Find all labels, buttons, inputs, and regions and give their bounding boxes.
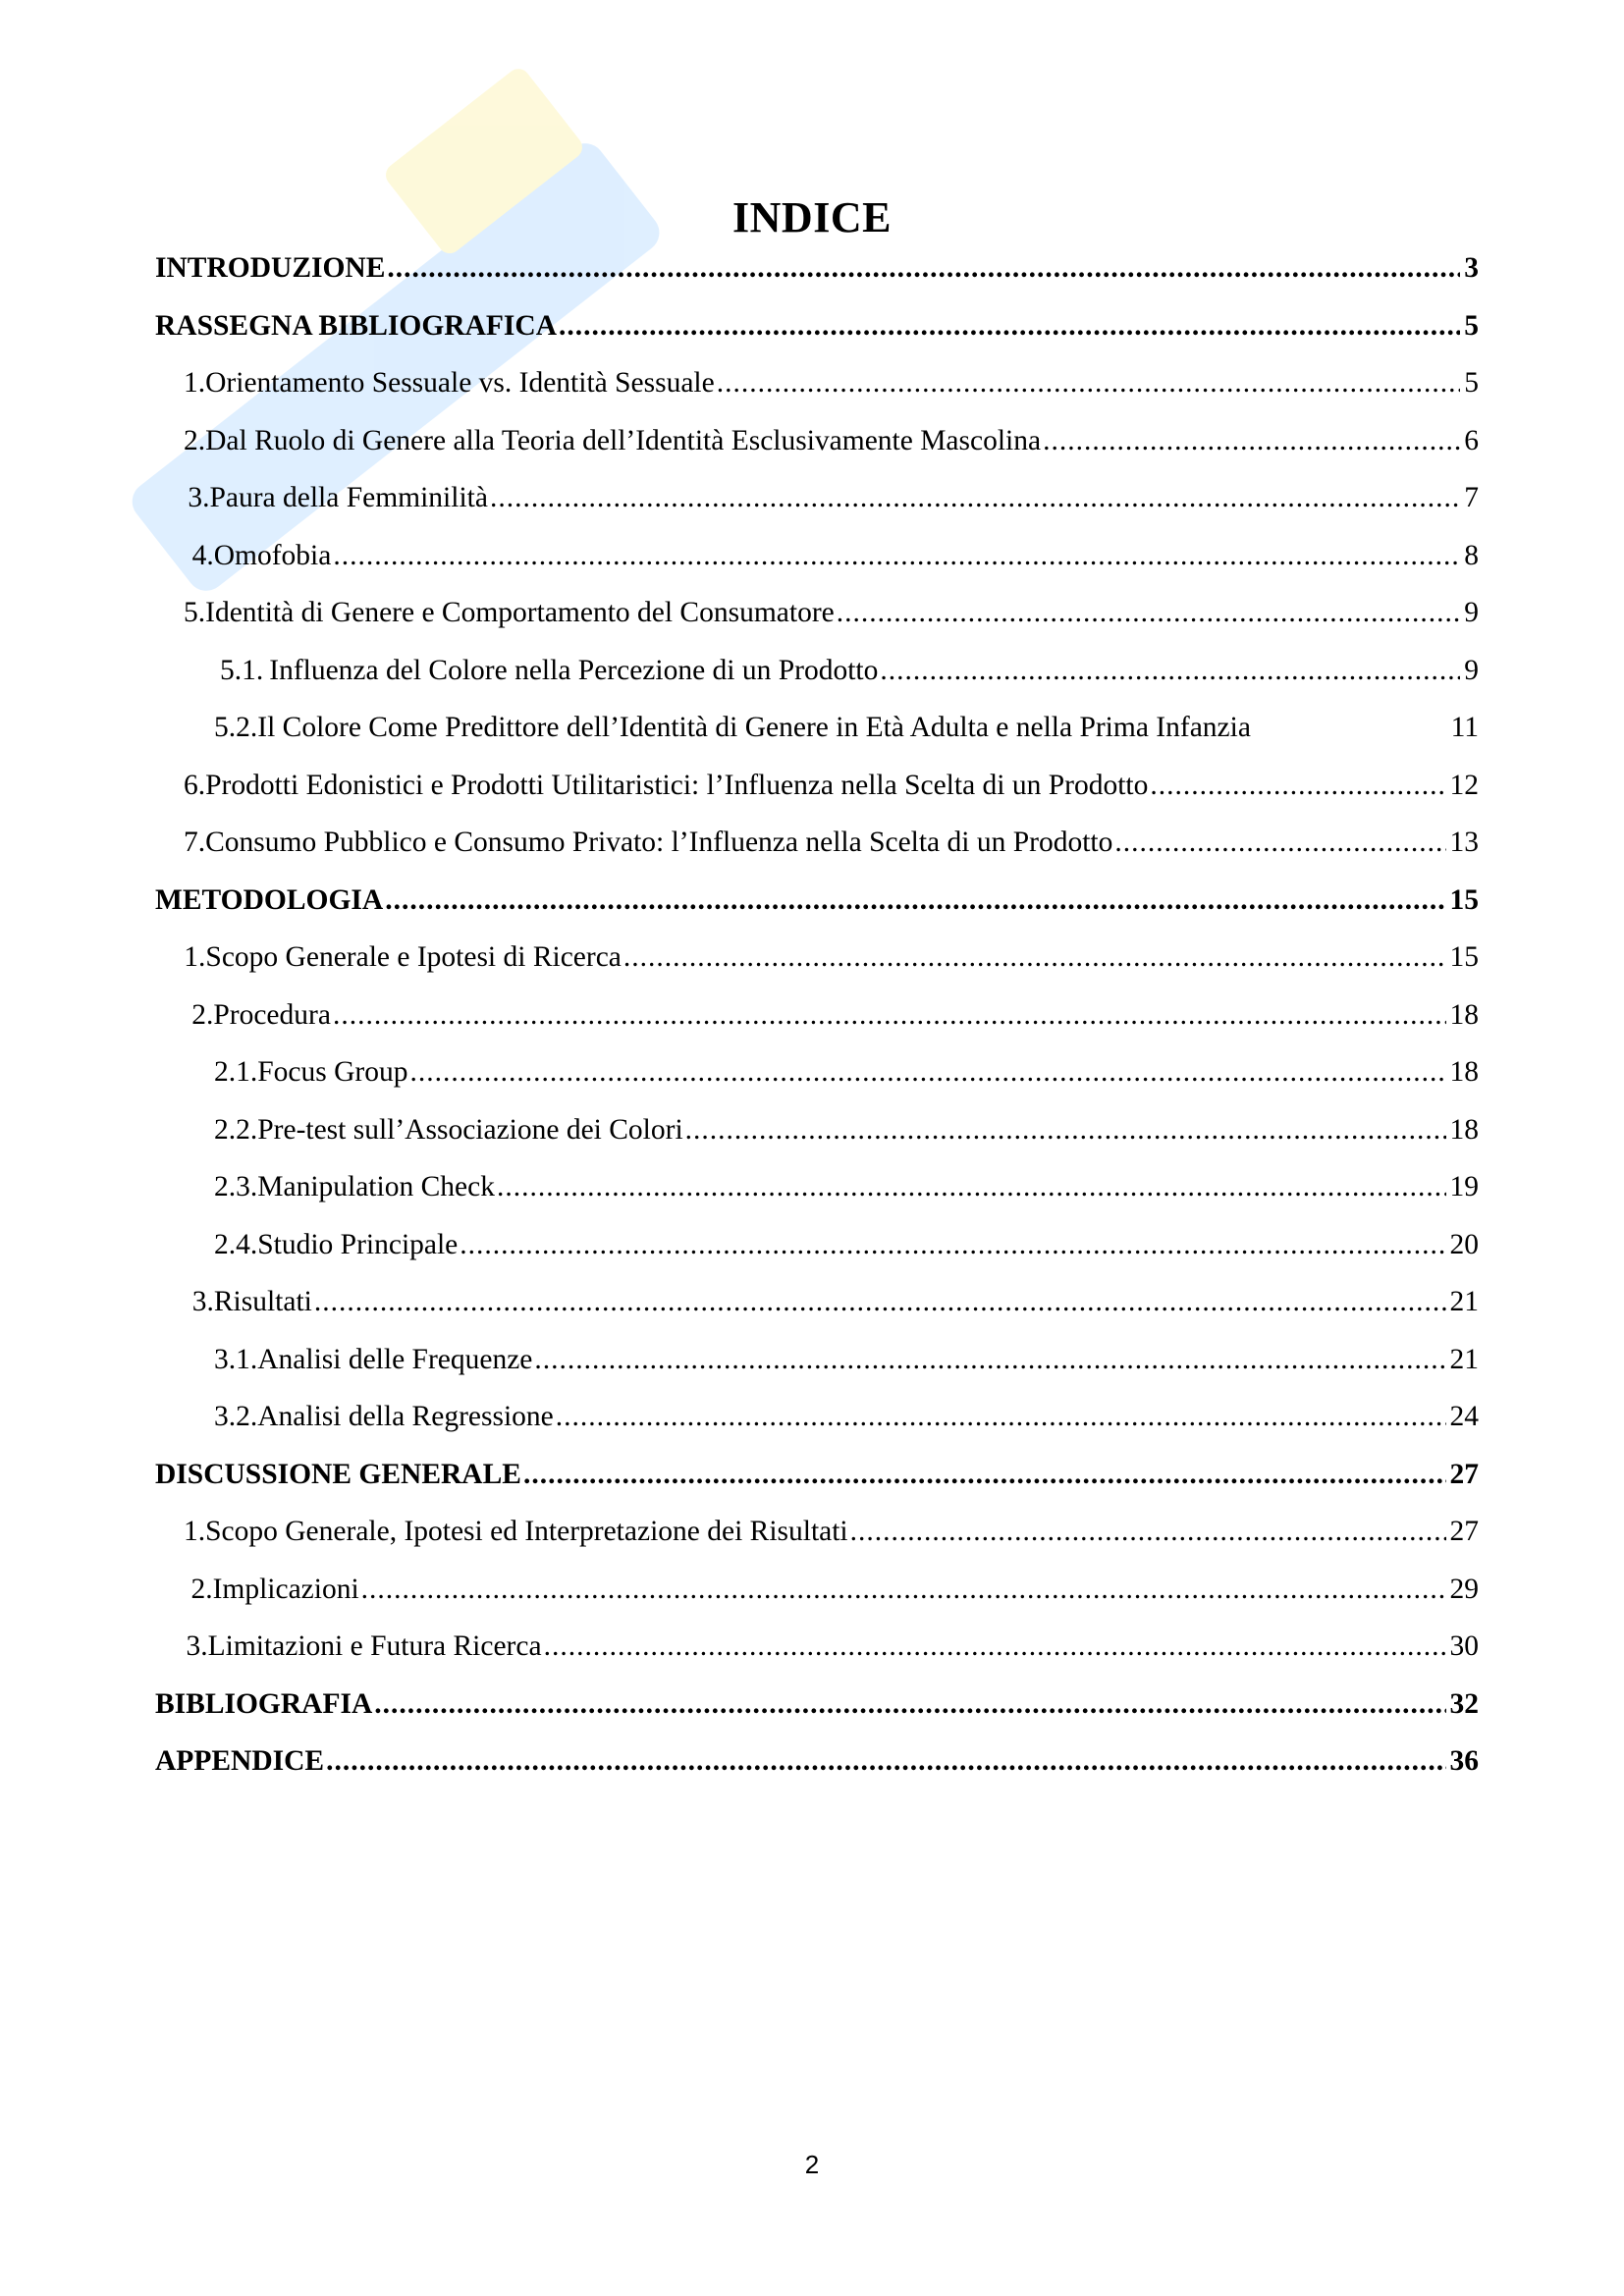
toc-dot-leader bbox=[387, 240, 1460, 297]
toc-entry-title: Limitazioni e Futura Ricerca bbox=[207, 1630, 542, 1662]
toc-entry-page: 9 bbox=[1464, 654, 1479, 686]
toc-entry[interactable] bbox=[155, 1388, 1479, 1446]
toc-entry-title: BIBLIOGRAFIA bbox=[155, 1687, 373, 1720]
page-number: 2 bbox=[804, 2150, 820, 2179]
toc-entry-number: 3. bbox=[186, 1630, 208, 1662]
toc-entry-page: 18 bbox=[1449, 1113, 1479, 1146]
toc-entry[interactable] bbox=[155, 757, 1479, 815]
toc-entry[interactable] bbox=[155, 872, 1479, 930]
toc-entry-page: 8 bbox=[1464, 539, 1479, 571]
toc-entry-page: 13 bbox=[1449, 827, 1479, 858]
toc-entry-title: Scopo Generale e Ipotesi di Ricerca bbox=[205, 941, 622, 973]
toc-dot-leader bbox=[556, 1388, 1446, 1446]
toc-entry[interactable] bbox=[155, 1618, 1479, 1676]
toc-entry[interactable] bbox=[155, 1561, 1479, 1619]
toc-title: INDICE bbox=[732, 193, 892, 241]
toc-entry-title: RASSEGNA BIBLIOGRAFICA bbox=[155, 309, 557, 342]
toc-dot-leader bbox=[361, 1561, 1446, 1619]
toc-entry[interactable] bbox=[155, 987, 1479, 1044]
toc-entry[interactable] bbox=[155, 527, 1479, 585]
toc-entry-number: 4. bbox=[191, 539, 214, 571]
toc-entry-number: 1. bbox=[184, 1516, 206, 1547]
toc-entry-title: METODOLOGIA bbox=[155, 883, 384, 916]
toc-entry-title: Procedura bbox=[213, 998, 331, 1031]
toc-entry-number: 2. bbox=[191, 998, 214, 1031]
toc-entry[interactable] bbox=[155, 699, 1479, 757]
toc-entry-title: Risultati bbox=[213, 1286, 312, 1317]
toc-entry-title: Il Colore Come Predittore dell’Identità di Genere in Età Adulta e nella Prima Infanzia bbox=[257, 712, 1251, 743]
toc-entry-number: 2.4. bbox=[214, 1228, 258, 1260]
toc-dot-leader bbox=[326, 1733, 1445, 1790]
toc-entry[interactable] bbox=[155, 240, 1479, 297]
toc-entry[interactable] bbox=[155, 1446, 1479, 1504]
toc-dot-leader bbox=[717, 354, 1461, 412]
toc-dot-leader bbox=[490, 469, 1460, 527]
toc-entry[interactable] bbox=[155, 297, 1479, 355]
toc-entry-number: 5. bbox=[184, 597, 206, 628]
toc-entry-page: 18 bbox=[1449, 1056, 1479, 1088]
toc-entry-page: 3 bbox=[1464, 252, 1479, 284]
toc-entry[interactable] bbox=[155, 1216, 1479, 1274]
toc-entry[interactable] bbox=[155, 1043, 1479, 1101]
toc-dot-leader bbox=[314, 1273, 1446, 1331]
toc-entry-page: 5 bbox=[1464, 367, 1479, 399]
toc-dot-leader bbox=[559, 297, 1460, 355]
toc-entry-page: 21 bbox=[1449, 1343, 1479, 1375]
toc-entry-number: 5.2. bbox=[214, 712, 258, 743]
toc-entry-title: Scopo Generale, Ipotesi ed Interpretazione dei Risultati bbox=[205, 1516, 848, 1547]
toc-entry-number: 2.3. bbox=[214, 1171, 258, 1202]
toc-dot-leader bbox=[1043, 412, 1460, 470]
toc-dot-leader bbox=[333, 987, 1446, 1044]
toc-entry-page: 12 bbox=[1449, 769, 1479, 801]
toc-entry-title: Identità di Genere e Comportamento del Consumatore bbox=[205, 597, 835, 628]
toc-entry-page: 9 bbox=[1464, 597, 1479, 628]
toc-dot-leader bbox=[534, 1331, 1445, 1389]
toc-dot-leader bbox=[333, 527, 1460, 585]
toc-entry-page: 29 bbox=[1449, 1573, 1479, 1605]
toc-entry-title: Focus Group bbox=[257, 1056, 408, 1088]
toc-entry[interactable] bbox=[155, 412, 1479, 470]
toc-entry-page: 21 bbox=[1449, 1286, 1479, 1317]
toc-dot-leader bbox=[850, 1503, 1446, 1561]
toc-entry-number: 3.1. bbox=[214, 1343, 258, 1375]
toc-dot-leader bbox=[623, 929, 1446, 987]
toc-entry[interactable] bbox=[155, 1273, 1479, 1331]
toc-entry-page: 27 bbox=[1449, 1516, 1479, 1547]
toc-entry-page: 15 bbox=[1449, 883, 1479, 916]
toc-dot-leader bbox=[880, 642, 1460, 700]
toc-entry[interactable] bbox=[155, 1733, 1479, 1790]
toc-entry[interactable] bbox=[155, 1331, 1479, 1389]
toc-entry-number: 3. bbox=[188, 482, 210, 513]
toc-entry-title: INTRODUZIONE bbox=[155, 252, 386, 284]
toc-entry-number: 6. bbox=[184, 769, 206, 801]
toc-entry-page: 11 bbox=[1450, 712, 1479, 743]
toc-entry-title: Analisi della Regressione bbox=[257, 1401, 554, 1432]
toc-entry-page: 32 bbox=[1449, 1687, 1479, 1720]
toc-entry[interactable] bbox=[155, 1101, 1479, 1159]
toc-entry-title: Consumo Pubblico e Consumo Privato: l’Influenza nella Scelta di un Prodotto bbox=[205, 827, 1113, 858]
toc-entry-title: Pre-test sull’Associazione dei Colori bbox=[257, 1113, 683, 1146]
toc-entry-page: 24 bbox=[1449, 1401, 1479, 1432]
toc-dot-leader bbox=[460, 1216, 1445, 1274]
toc-dot-leader bbox=[544, 1618, 1446, 1676]
toc-entry-number: 2.2. bbox=[214, 1113, 258, 1146]
toc-dot-leader bbox=[409, 1043, 1445, 1101]
table-of-contents bbox=[155, 240, 1479, 1790]
toc-entry[interactable] bbox=[155, 929, 1479, 987]
toc-entry-title: Prodotti Edonistici e Prodotti Utilitaristici: l’Influenza nella Scelta di un Prodotto bbox=[205, 769, 1149, 801]
toc-entry-page: 5 bbox=[1464, 309, 1479, 342]
toc-entry-title: Omofobia bbox=[213, 539, 332, 571]
toc-entry-number: 5.1. bbox=[220, 654, 264, 686]
toc-entry-page: 18 bbox=[1449, 998, 1479, 1031]
toc-entry[interactable] bbox=[155, 469, 1479, 527]
toc-entry[interactable] bbox=[155, 1158, 1479, 1216]
toc-entry-number: 2.1. bbox=[214, 1056, 258, 1088]
toc-entry[interactable] bbox=[155, 1503, 1479, 1561]
toc-entry-page: 6 bbox=[1464, 424, 1479, 456]
toc-entry-page: 30 bbox=[1449, 1630, 1479, 1662]
toc-dot-leader bbox=[837, 584, 1461, 642]
toc-entry-title: Orientamento Sessuale vs. Identità Sessuale bbox=[205, 367, 715, 399]
toc-dot-leader bbox=[685, 1101, 1446, 1159]
toc-entry[interactable] bbox=[155, 642, 1479, 700]
toc-entry-page: 15 bbox=[1449, 941, 1479, 973]
toc-entry-number: 7. bbox=[184, 827, 206, 858]
toc-entry-number: 2. bbox=[190, 1573, 213, 1605]
toc-dot-leader bbox=[374, 1676, 1445, 1734]
toc-entry-title: DISCUSSIONE GENERALE bbox=[155, 1458, 521, 1490]
toc-dot-leader bbox=[523, 1446, 1446, 1504]
toc-dot-leader bbox=[497, 1158, 1446, 1216]
toc-entry-page: 36 bbox=[1449, 1745, 1479, 1777]
toc-dot-leader bbox=[1114, 814, 1445, 872]
toc-entry-page: 19 bbox=[1449, 1171, 1479, 1202]
toc-entry[interactable] bbox=[155, 1676, 1479, 1734]
toc-entry-number: 1. bbox=[184, 367, 206, 399]
toc-entry-number: 1. bbox=[184, 941, 206, 973]
toc-entry-title: Manipulation Check bbox=[257, 1171, 495, 1202]
toc-entry-title: Analisi delle Frequenze bbox=[257, 1343, 533, 1375]
toc-entry-title: Paura della Femminilità bbox=[209, 482, 488, 513]
toc-entry-title: Dal Ruolo di Genere alla Teoria dell’Identità Esclusivamente Mascolina bbox=[205, 424, 1042, 456]
toc-entry-page: 7 bbox=[1464, 482, 1479, 513]
toc-entry[interactable] bbox=[155, 814, 1479, 872]
toc-dot-leader bbox=[1150, 757, 1445, 815]
toc-entry-number: 3.2. bbox=[214, 1401, 258, 1432]
toc-entry[interactable] bbox=[155, 354, 1479, 412]
toc-entry-title: Studio Principale bbox=[257, 1228, 459, 1260]
toc-dot-leader bbox=[385, 872, 1445, 930]
toc-entry[interactable] bbox=[155, 584, 1479, 642]
toc-entry-number: 3. bbox=[191, 1286, 214, 1317]
toc-entry-title: Implicazioni bbox=[212, 1573, 359, 1605]
toc-entry-page: 27 bbox=[1449, 1458, 1479, 1490]
toc-entry-title: APPENDICE bbox=[155, 1745, 325, 1777]
toc-entry-number: 2. bbox=[184, 424, 206, 456]
toc-entry-title: Influenza del Colore nella Percezione di un Prodotto bbox=[269, 654, 879, 686]
toc-entry-page: 20 bbox=[1449, 1228, 1479, 1260]
